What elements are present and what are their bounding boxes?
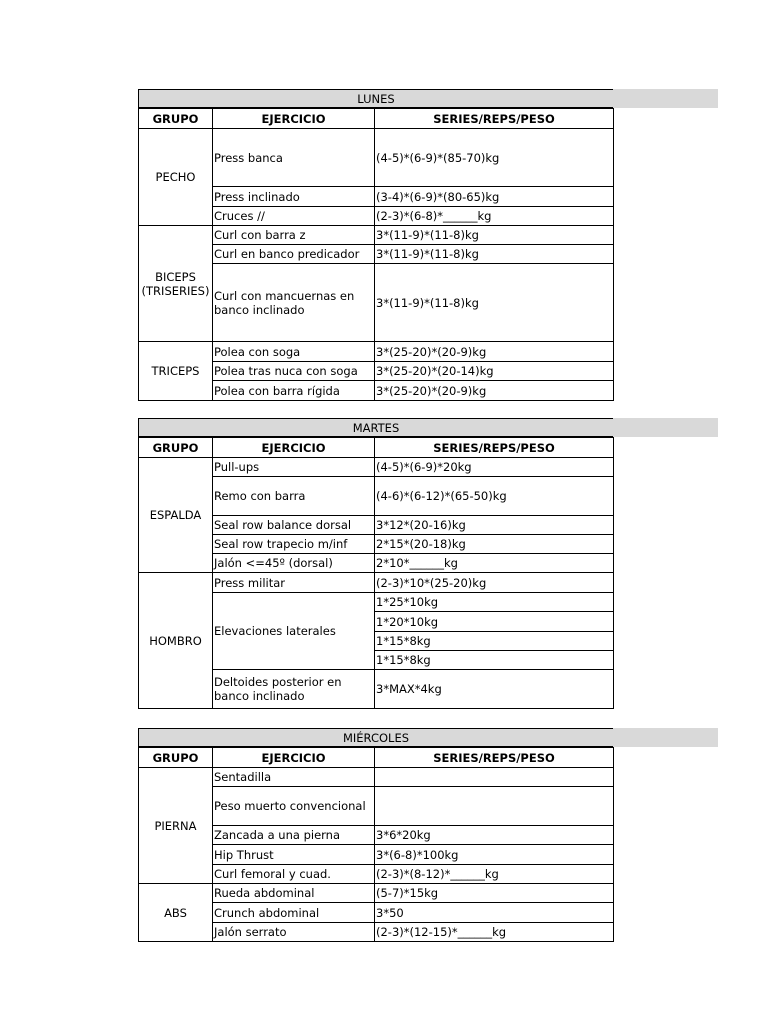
exercise-cell: Polea con barra rígida [213,381,375,401]
group-label: TRICEPS [139,342,213,401]
header-series: SERIES/REPS/PESO [375,438,614,458]
exercise-cell: Seal row trapecio m/inf [213,535,375,554]
schedule-table-lunes [138,108,614,401]
exercise-cell: Press militar [213,573,375,593]
exercise-cell: Cruces // [213,207,375,226]
table-row [139,884,614,903]
header-grupo: GRUPO [139,748,213,768]
series-cell: (2-3)*(12-15)*______kg [375,923,614,942]
table-row [139,768,614,787]
exercise-cell: Polea tras nuca con soga [213,362,375,381]
series-cell: 1*15*8kg [375,632,614,651]
header-row [139,109,614,129]
series-cell: (4-5)*(6-9)*20kg [375,458,614,477]
series-cell: 1*20*10kg [375,612,614,632]
exercise-cell: Press inclinado [213,187,375,207]
series-cell: 3*12*(20-16)kg [375,516,614,535]
series-cell: 3*(25-20)*(20-9)kg [375,381,614,401]
group-label: HOMBRO [139,573,213,709]
exercise-cell: Press banca [213,129,375,187]
exercise-cell: Elevaciones laterales [213,593,375,670]
series-cell: (2-3)*(6-8)*______kg [375,207,614,226]
header-row [139,438,614,458]
series-cell: (4-5)*(6-9)*(85-70)kg [375,129,614,187]
header-ejercicio: EJERCICIO [213,438,375,458]
group-label: ESPALDA [139,458,213,573]
series-cell: 3*(25-20)*(20-14)kg [375,362,614,381]
series-cell: 1*25*10kg [375,593,614,612]
day-title-lunes: LUNES [138,89,613,108]
series-cell: (5-7)*15kg [375,884,614,903]
table-row [139,458,614,477]
series-cell: 3*(25-20)*(20-9)kg [375,342,614,362]
group-label: BICEPS (TRISERIES) [139,226,213,342]
exercise-cell: Curl en banco predicador [213,245,375,264]
series-cell: 3*MAX*4kg [375,670,614,709]
series-cell: 3*(11-9)*(11-8)kg [375,226,614,245]
schedule-table-martes [138,437,614,709]
series-cell: 3*50 [375,903,614,923]
series-cell: 2*15*(20-18)kg [375,535,614,554]
series-cell: 3*6*20kg [375,826,614,845]
series-cell [375,768,614,787]
header-series: SERIES/REPS/PESO [375,748,614,768]
table-row [139,573,614,593]
exercise-cell: Pull-ups [213,458,375,477]
exercise-cell: Hip Thrust [213,845,375,865]
series-cell: (4-6)*(6-12)*(65-50)kg [375,477,614,516]
header-series: SERIES/REPS/PESO [375,109,614,129]
exercise-cell: Curl con barra z [213,226,375,245]
day-title-martes: MARTES [138,418,613,437]
exercise-cell: Remo con barra [213,477,375,516]
exercise-cell: Curl femoral y cuad. [213,865,375,884]
exercise-cell: Rueda abdominal [213,884,375,903]
series-cell: (3-4)*(6-9)*(80-65)kg [375,187,614,207]
exercise-cell: Seal row balance dorsal [213,516,375,535]
group-label: PECHO [139,129,213,226]
header-grupo: GRUPO [139,438,213,458]
exercise-cell: Sentadilla [213,768,375,787]
exercise-cell: Peso muerto convencional [213,787,375,826]
schedule-table-miercoles [138,747,614,942]
series-cell: (2-3)*(8-12)*______kg [375,865,614,884]
day-title-miercoles: MIÉRCOLES [138,728,613,747]
series-cell: 3*(11-9)*(11-8)kg [375,245,614,264]
exercise-cell: Jalón serrato [213,923,375,942]
series-cell [375,787,614,826]
series-cell: 2*10*______kg [375,554,614,573]
exercise-cell: Crunch abdominal [213,903,375,923]
group-label: PIERNA [139,768,213,884]
header-row [139,748,614,768]
table-row [139,342,614,362]
exercise-cell: Polea con soga [213,342,375,362]
group-label: ABS [139,884,213,942]
header-ejercicio: EJERCICIO [213,109,375,129]
series-cell: (2-3)*10*(25-20)kg [375,573,614,593]
series-cell: 3*(11-9)*(11-8)kg [375,264,614,342]
series-cell: 1*15*8kg [375,651,614,670]
series-cell: 3*(6-8)*100kg [375,845,614,865]
exercise-cell: Zancada a una pierna [213,826,375,845]
header-grupo: GRUPO [139,109,213,129]
exercise-cell: Curl con mancuernas en banco inclinado [213,264,375,342]
exercise-cell: Jalón <=45º (dorsal) [213,554,375,573]
exercise-cell: Deltoides posterior en banco inclinado [213,670,375,709]
table-row [139,129,614,187]
table-row [139,226,614,245]
header-ejercicio: EJERCICIO [213,748,375,768]
